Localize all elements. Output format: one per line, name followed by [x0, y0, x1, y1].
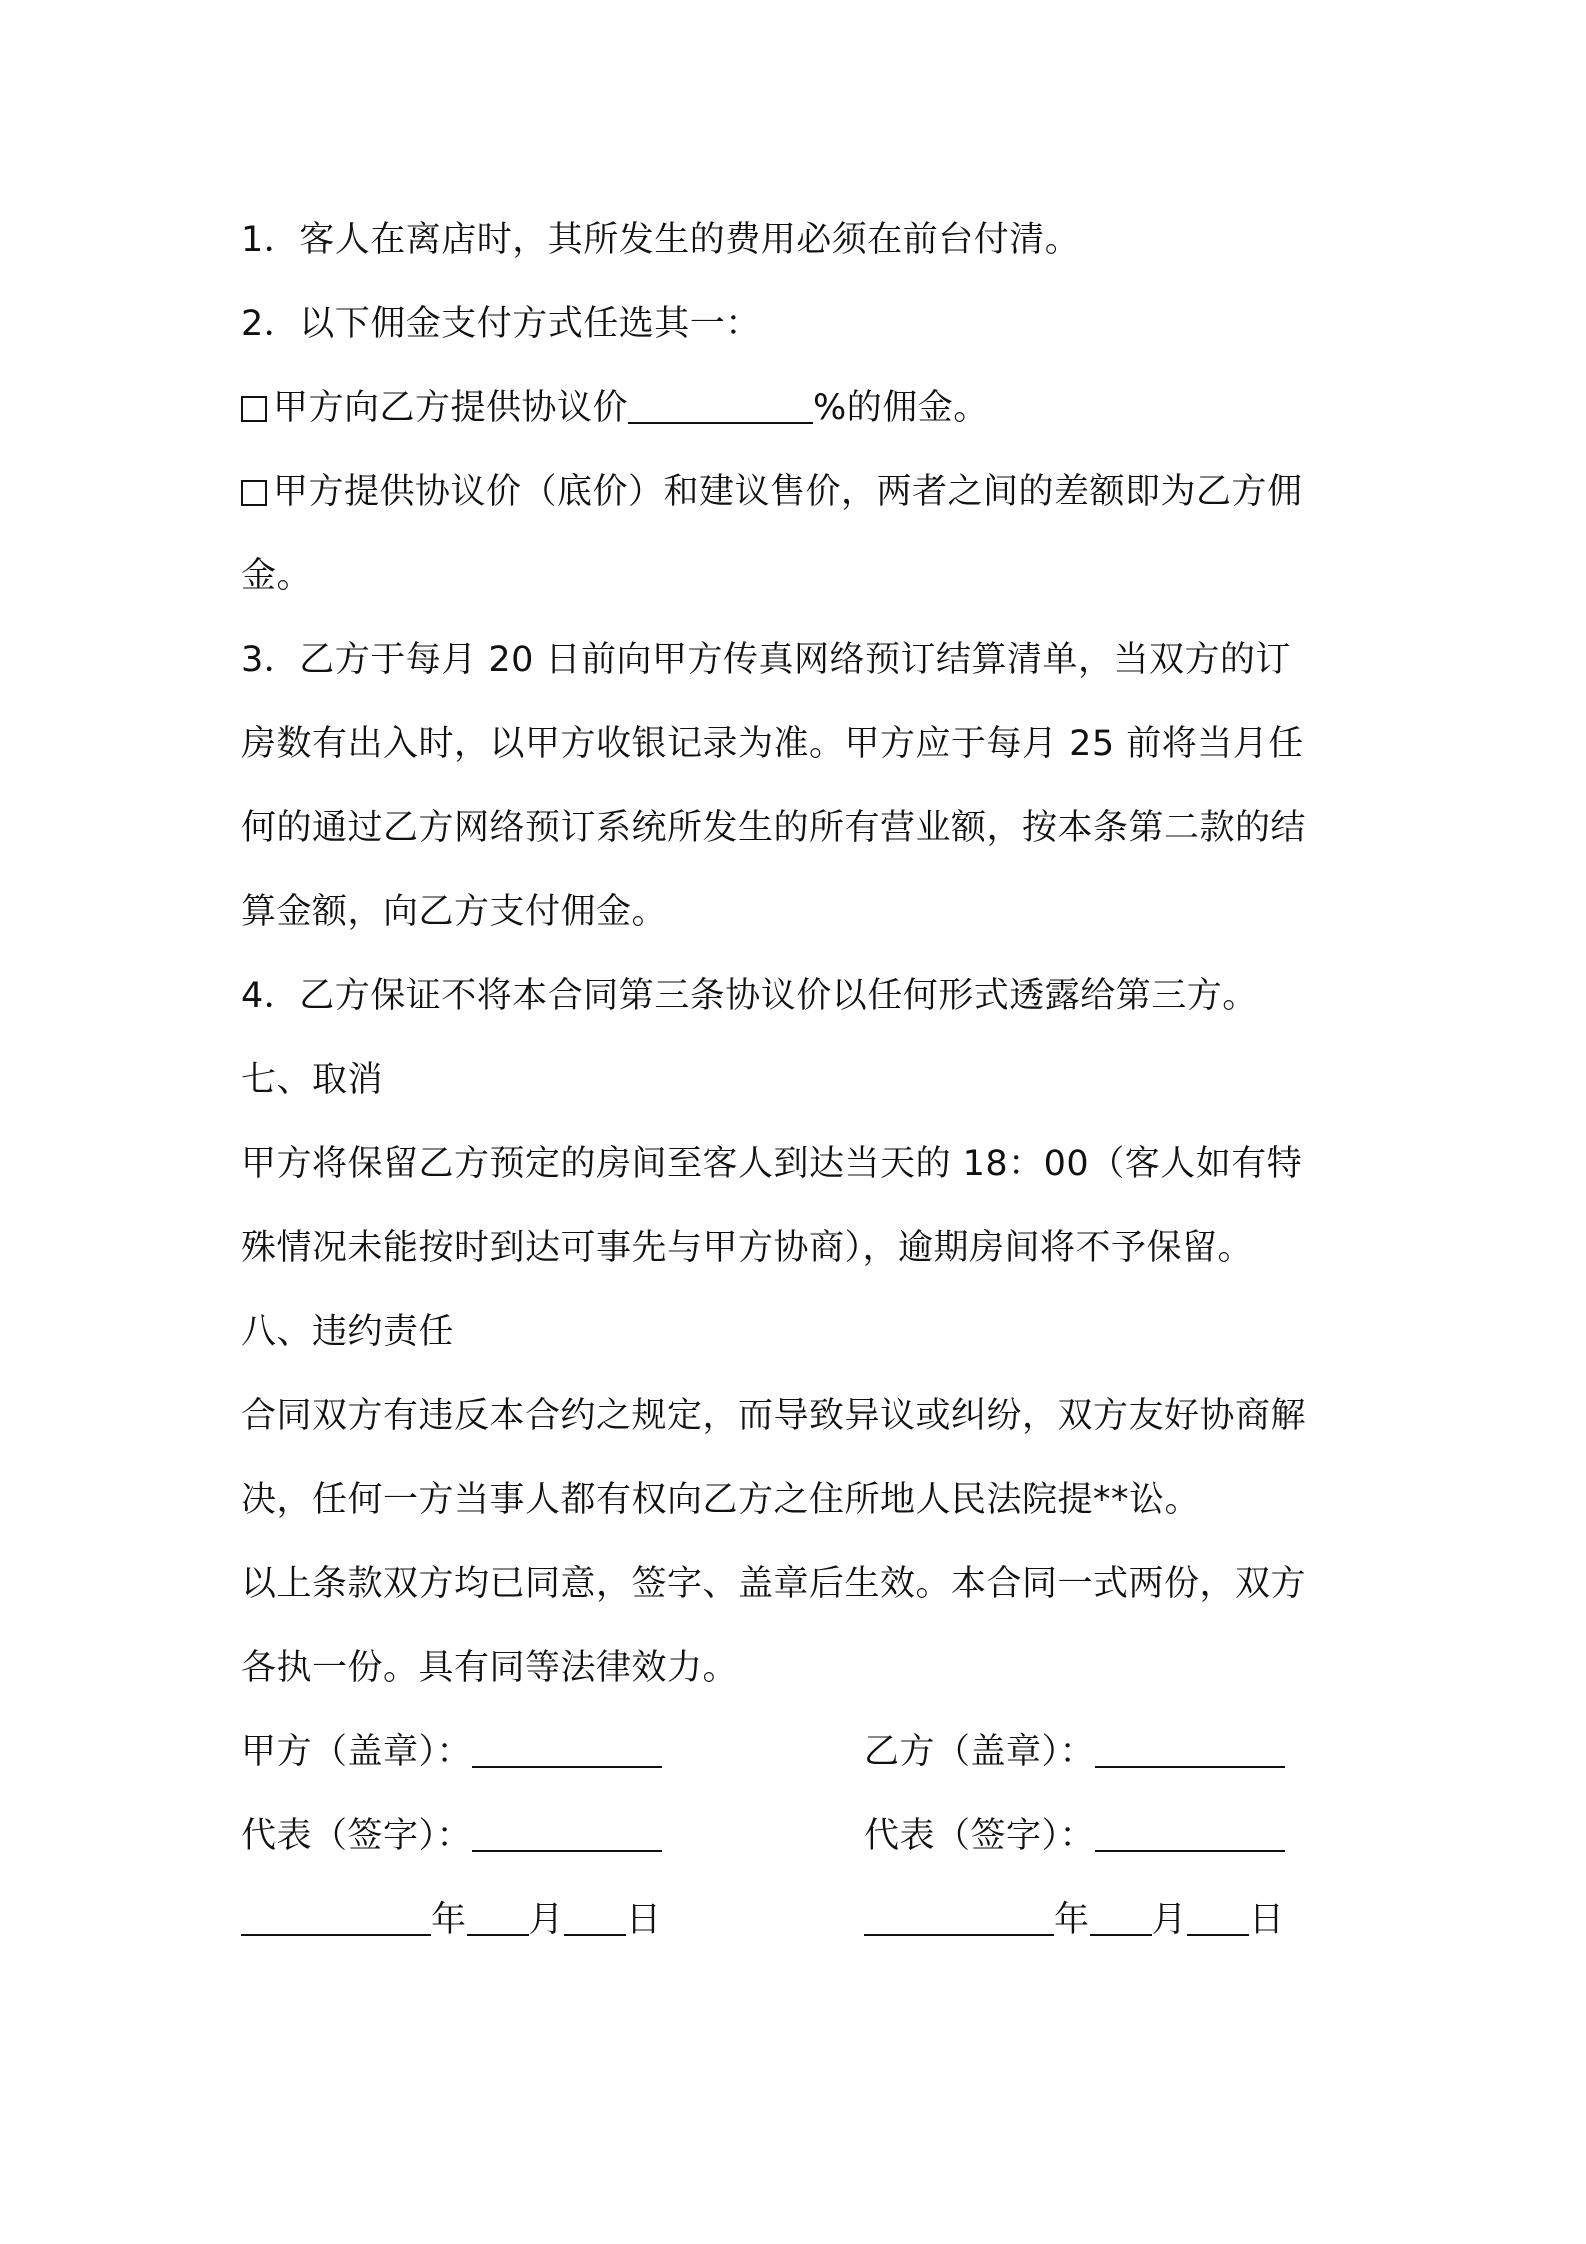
closing-statement	[241, 1542, 1359, 1710]
seal-row	[241, 1710, 1359, 1794]
party-b-rep-blank[interactable]	[1095, 1815, 1285, 1852]
party-b-seal-label: 乙方（盖章）：	[864, 1732, 1096, 1772]
party-a-year-blank[interactable]	[241, 1899, 431, 1936]
commission-option-1	[241, 366, 1359, 450]
party-b-representative	[864, 1794, 1285, 1878]
commission-option-2-line-1	[241, 450, 1359, 534]
option-2-text-1: 甲方提供协议价（底价）和建议售价，两者之间的差额即为乙方佣	[273, 472, 1303, 512]
commission-option-1-line	[241, 366, 1359, 450]
section-7-title: 七、取消	[241, 1060, 384, 1100]
closing-line-1: 以上条款双方均已同意，签字、盖章后生效。本合同一式两份，双方	[241, 1564, 1307, 1604]
clause-2	[241, 282, 1359, 366]
party-b-rep-label: 代表（签字）：	[864, 1816, 1096, 1856]
clause-4-text: 4．乙方保证不将本合同第三条协议价以任何形式透露给第三方。	[241, 976, 1258, 1016]
clause-3-line-2: 房数有出入时，以甲方收银记录为准。甲方应于每月 25 前将当月任	[241, 724, 1304, 764]
commission-option-2-line-2: 金。	[241, 556, 313, 596]
date-row	[241, 1878, 1359, 1962]
checkbox-option-1[interactable]	[241, 396, 267, 422]
clause-3	[241, 618, 1359, 954]
party-a-seal	[241, 1710, 662, 1794]
party-b-month-blank[interactable]	[1090, 1899, 1152, 1936]
party-a-seal-blank[interactable]	[472, 1731, 662, 1768]
section-7-body	[241, 1122, 1359, 1290]
section-8-title: 八、违约责任	[241, 1312, 455, 1352]
year-label-b: 年	[1054, 1900, 1090, 1940]
clause-1-text: 1．客人在离店时，其所发生的费用必须在前台付清。	[241, 220, 1081, 260]
section-7-heading	[241, 1038, 1359, 1122]
clause-1	[241, 198, 1359, 282]
party-b-seal	[864, 1710, 1285, 1794]
closing-line-2: 各执一份。具有同等法律效力。	[241, 1648, 739, 1688]
option-1-post-text: %的佣金。	[813, 388, 989, 428]
representative-row	[241, 1794, 1359, 1878]
party-a-rep-label: 代表（签字）：	[241, 1816, 473, 1856]
party-a-day-blank[interactable]	[564, 1899, 626, 1936]
day-label-b: 日	[1249, 1900, 1285, 1940]
month-label-b: 月	[1151, 1900, 1188, 1940]
party-a-date	[241, 1878, 662, 1962]
clause-3-line-4: 算金额，向乙方支付佣金。	[241, 892, 668, 932]
clause-3-line-1: 3．乙方于每月 20 日前向甲方传真网络预订结算清单，当双方的订	[241, 640, 1292, 680]
clause-2-text: 2．以下佣金支付方式任选其一：	[241, 304, 761, 344]
party-a-rep-blank[interactable]	[472, 1815, 662, 1852]
section-8-line-1: 合同双方有违反本合约之规定，而导致异议或纠纷，双方友好协商解	[241, 1396, 1307, 1436]
clause-4	[241, 954, 1359, 1038]
section-7-line-2: 殊情况未能按时到达可事先与甲方协商），逾期房间将不予保留。	[241, 1228, 1254, 1268]
year-label-a: 年	[431, 1900, 467, 1940]
party-a-representative	[241, 1794, 662, 1878]
option-1-pre-text: 甲方向乙方提供协议价	[273, 388, 629, 428]
commission-option-2	[241, 450, 1359, 618]
section-8-heading	[241, 1290, 1359, 1374]
party-b-seal-blank[interactable]	[1095, 1731, 1285, 1768]
commission-percent-blank[interactable]	[628, 387, 813, 424]
party-a-month-blank[interactable]	[467, 1899, 529, 1936]
party-a-seal-label: 甲方（盖章）：	[241, 1732, 473, 1772]
section-7-line-1: 甲方将保留乙方预定的房间至客人到达当天的 18：00（客人如有特	[241, 1144, 1303, 1184]
party-b-year-blank[interactable]	[864, 1899, 1054, 1936]
section-8-body	[241, 1374, 1359, 1542]
party-b-day-blank[interactable]	[1187, 1899, 1249, 1936]
section-8-line-2: 决，任何一方当事人都有权向乙方之住所地人民法院提**讼。	[241, 1480, 1201, 1520]
month-label-a: 月	[528, 1900, 565, 1940]
party-b-date	[864, 1878, 1285, 1962]
clause-3-line-3: 何的通过乙方网络预订系统所发生的所有营业额，按本条第二款的结	[241, 808, 1307, 848]
day-label-a: 日	[626, 1900, 662, 1940]
document-body	[241, 198, 1359, 1962]
checkbox-option-2[interactable]	[241, 480, 267, 506]
